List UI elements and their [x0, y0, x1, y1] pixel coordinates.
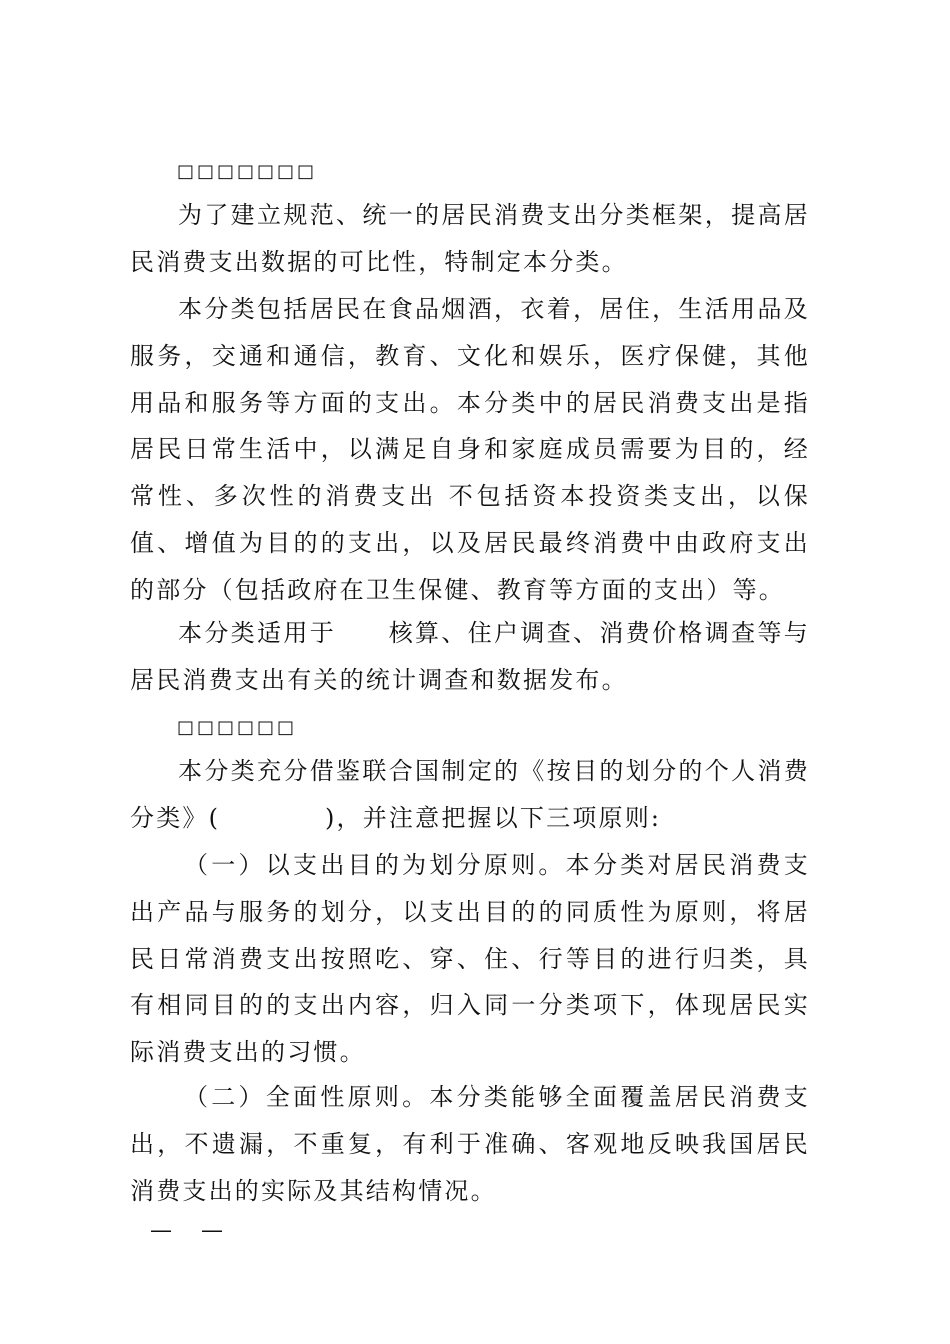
paragraph-purpose: 为了建立规范、统一的居民消费支出分类框架，提高居民消费支出数据的可比性，特制定本分类。 [130, 201, 810, 276]
paragraph-principle-1: （一）以支出目的为划分原则。本分类对居民消费支出产品与服务的划分，以支出目的的同质性为原则，将居民日常消费支出按照吃、穿、住、行等目的进行归类，具有相同目的的支出内容，归入同一分类项下，体现居民实际消费支出的习惯。 [130, 851, 810, 1067]
page-number-marker: — — [150, 1218, 223, 1243]
section-heading-1: □□□□□□□ [177, 161, 318, 182]
paragraph-principle-2: （二）全面性原则。本分类能够全面覆盖居民消费支出，不遗漏，不重复，有利于准确、客观地反映我国居民消费支出的实际及其结构情况。 [130, 1083, 810, 1205]
paragraph-scope: 本分类包括居民在食品烟酒，衣着，居住，生活用品及服务，交通和通信，教育、文化和娱乐，医疗保健，其他用品和服务等方面的支出。本分类中的居民消费支出是指居民日常生活中，以满足自身和家庭成员需要为目的，经常性、多次性的消费支出 不包括资本投资类支出，以保值、增值为目的的支出，以及居民最终消费中由政府支出的部分（包括政府在卫生保健、教育等方面的支出）等。 [130, 295, 810, 604]
paragraph-applicability: 本分类适用于 核算、住户调查、消费价格调查等与居民消费支出有关的统计调查和数据发布。 [130, 619, 810, 694]
paragraph-principles-intro: 本分类充分借鉴联合国制定的《按目的划分的个人消费分类》( )，并注意把握以下三项原则: [130, 757, 810, 832]
section-heading-2: □□□□□□ [177, 717, 298, 738]
